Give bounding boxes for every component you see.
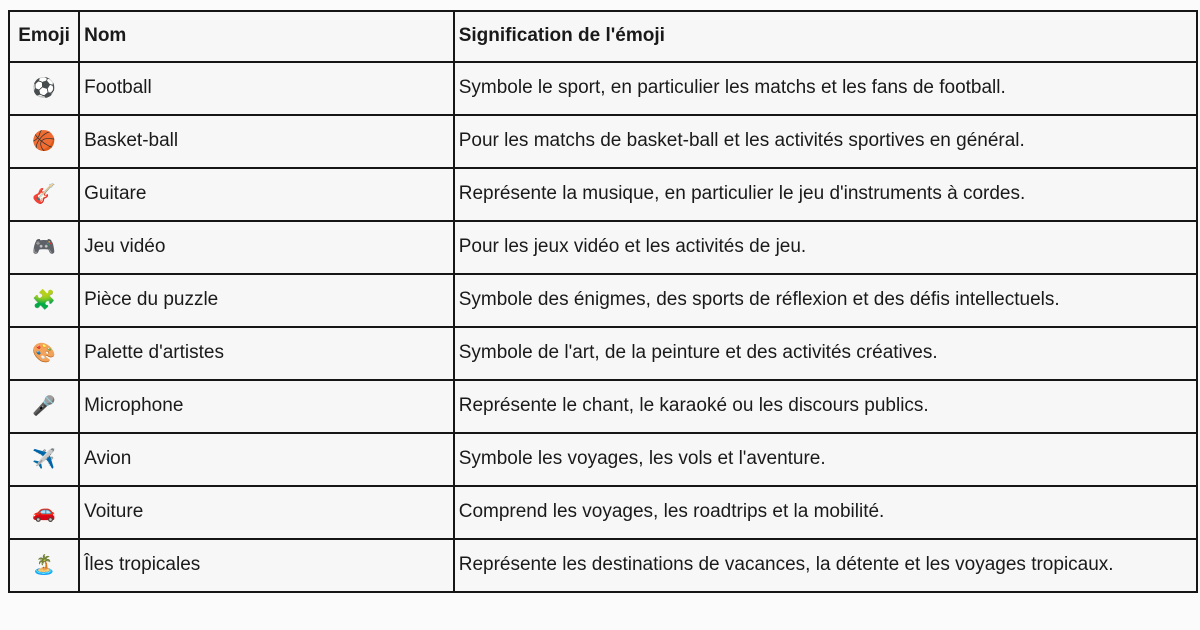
emoji-meaning-cell: Pour les matchs de basket-ball et les activités sportives en général. <box>454 115 1197 168</box>
table-row <box>9 115 1197 168</box>
desert-island-emoji: 🏝️ <box>9 539 79 592</box>
emoji-meaning-cell: Comprend les voyages, les roadtrips et la mobilité. <box>454 486 1197 539</box>
table-header-row <box>9 11 1197 62</box>
table-row <box>9 274 1197 327</box>
table-row <box>9 62 1197 115</box>
artist-palette-emoji: 🎨 <box>9 327 79 380</box>
table-row <box>9 221 1197 274</box>
emoji-name-cell: Microphone <box>79 380 454 433</box>
car-emoji: 🚗 <box>9 486 79 539</box>
emoji-name-cell: Basket-ball <box>79 115 454 168</box>
table-row <box>9 539 1197 592</box>
table-row <box>9 327 1197 380</box>
emoji-name-cell: Avion <box>79 433 454 486</box>
emoji-meaning-table <box>8 10 1198 593</box>
emoji-name-cell: Jeu vidéo <box>79 221 454 274</box>
table-row <box>9 486 1197 539</box>
table-row <box>9 168 1197 221</box>
table-row <box>9 433 1197 486</box>
emoji-name-cell: Pièce du puzzle <box>79 274 454 327</box>
emoji-meaning-cell: Symbole de l'art, de la peinture et des activités créatives. <box>454 327 1197 380</box>
video-game-controller-emoji: 🎮 <box>9 221 79 274</box>
guitar-emoji: 🎸 <box>9 168 79 221</box>
microphone-emoji: 🎤 <box>9 380 79 433</box>
emoji-name-cell: Îles tropicales <box>79 539 454 592</box>
table-row <box>9 380 1197 433</box>
emoji-meaning-cell: Symbole le sport, en particulier les matchs et les fans de football. <box>454 62 1197 115</box>
emoji-name-cell: Voiture <box>79 486 454 539</box>
emoji-meaning-cell: Représente la musique, en particulier le jeu d'instruments à cordes. <box>454 168 1197 221</box>
basketball-emoji: 🏀 <box>9 115 79 168</box>
emoji-meaning-cell: Représente le chant, le karaoké ou les discours publics. <box>454 380 1197 433</box>
emoji-name-cell: Palette d'artistes <box>79 327 454 380</box>
emoji-meaning-cell: Symbole des énigmes, des sports de réflexion et des défis intellectuels. <box>454 274 1197 327</box>
header-emoji: Emoji <box>9 11 79 62</box>
emoji-meaning-cell: Représente les destinations de vacances, la détente et les voyages tropicaux. <box>454 539 1197 592</box>
soccer-ball-emoji: ⚽ <box>9 62 79 115</box>
header-nom: Nom <box>79 11 454 62</box>
header-signification: Signification de l'émoji <box>454 11 1197 62</box>
airplane-emoji: ✈️ <box>9 433 79 486</box>
puzzle-piece-emoji: 🧩 <box>9 274 79 327</box>
emoji-name-cell: Guitare <box>79 168 454 221</box>
emoji-meaning-cell: Pour les jeux vidéo et les activités de jeu. <box>454 221 1197 274</box>
emoji-meaning-cell: Symbole les voyages, les vols et l'aventure. <box>454 433 1197 486</box>
emoji-name-cell: Football <box>79 62 454 115</box>
